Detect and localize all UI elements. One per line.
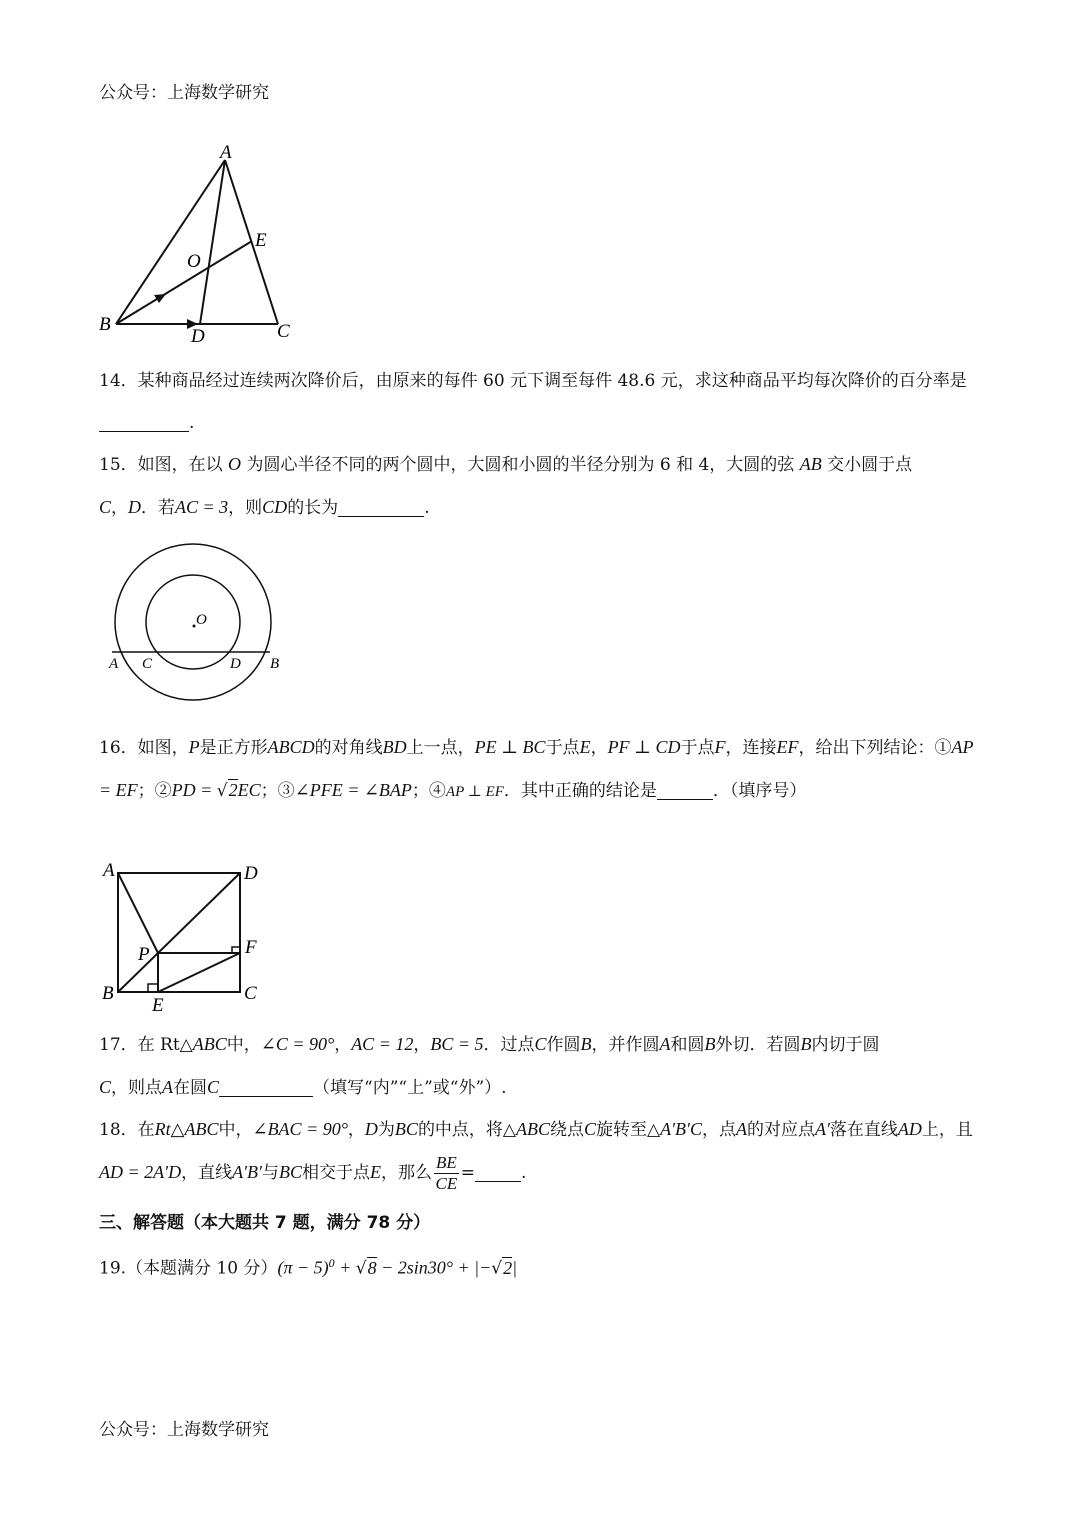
q15-t4: ，则	[228, 498, 263, 518]
q18-c: C	[584, 1119, 597, 1139]
q18-t1: 中，	[218, 1120, 253, 1140]
q15-t3: ．若	[141, 498, 176, 518]
q18-t11: ，直线	[181, 1163, 233, 1183]
q15-c: C	[99, 497, 112, 517]
q16-t7: ，连接	[725, 738, 777, 758]
q17-t4: ．过点	[483, 1035, 535, 1055]
q17-t9: 内切于圆	[811, 1035, 880, 1055]
answer-blank-18	[475, 1162, 521, 1182]
answer-blank-14	[99, 412, 189, 432]
label-B: B	[99, 314, 111, 335]
q15-cond: AC = 3	[175, 497, 229, 517]
q16-pe: PE ⊥ BC	[474, 737, 546, 757]
q17-a: A	[659, 1034, 671, 1054]
q18-bc2: BC	[278, 1162, 302, 1182]
q17-c3: BC = 5	[430, 1034, 484, 1054]
label-E: E	[152, 995, 164, 1016]
q17-c5: C	[207, 1077, 220, 1097]
label-B: B	[270, 656, 280, 672]
label-A: A	[220, 142, 232, 163]
q16-c3: ∠PFE = ∠BAP	[294, 780, 412, 800]
q17-c2: AC = 12	[351, 1034, 414, 1054]
q16-t6: 于点	[680, 738, 715, 758]
q17-t1: 中，	[226, 1035, 261, 1055]
q16-t3: 上一点，	[406, 738, 475, 758]
q16-c2c: EC	[237, 780, 261, 800]
q18-bc: BC	[394, 1119, 418, 1139]
q16-p: P	[188, 737, 200, 757]
label-F: F	[245, 937, 257, 958]
answer-blank-16	[657, 780, 713, 800]
q18-end: .	[521, 1163, 527, 1183]
q16-num: 16．如图，	[99, 738, 189, 758]
q19-e3: − 2sin30° + |−	[376, 1257, 492, 1278]
q16-c4: AP ⊥ EF	[445, 784, 504, 800]
q16-abcd: ABCD	[267, 737, 315, 757]
q16-t9: ；②	[137, 781, 172, 801]
label-C: C	[277, 321, 290, 342]
question-19: 19.（本题满分 10 分）$(\pi - 5)^0 + √8 - 2\sin 30^\circ + |-√2|$	[99, 1256, 518, 1279]
q16-t4: 于点	[545, 738, 580, 758]
label-A: A	[103, 860, 115, 881]
q17-b2: B	[704, 1034, 716, 1054]
q15-sep: ，	[111, 498, 129, 518]
q17-t3: ，	[413, 1035, 431, 1055]
q16-c1: AP = EF	[99, 737, 974, 800]
q15-o: O	[228, 454, 242, 474]
q18-a2: A′	[814, 1119, 830, 1139]
q15-cd: CD	[262, 497, 288, 517]
fraction-be-ce	[434, 1153, 459, 1194]
question-18	[99, 1108, 989, 1194]
q18-t12: 与	[261, 1163, 279, 1183]
q17-t8: 外切．若圆	[715, 1035, 801, 1055]
q15-t2: 交小圆于点	[827, 455, 913, 475]
q17-t7: 和圆	[670, 1035, 705, 1055]
q16-e: E	[579, 737, 591, 757]
q19-s8: 8	[367, 1257, 377, 1278]
q19-s2: 2	[503, 1257, 513, 1278]
q18-t5: 绕点	[550, 1120, 585, 1140]
q14-end: .	[189, 413, 195, 433]
q18-t9: 落在直线	[829, 1120, 898, 1140]
answer-blank-15	[338, 497, 424, 517]
question-16	[99, 726, 989, 813]
q16-t1: 是正方形	[199, 738, 268, 758]
q16-bd: BD	[382, 737, 407, 757]
q18-ab: A′B′	[232, 1162, 262, 1182]
q16-f: F	[714, 737, 726, 757]
q15-d: D	[128, 497, 142, 517]
q18-e: E	[369, 1162, 381, 1182]
q17-c: C	[534, 1034, 547, 1054]
q18-t2: ，	[347, 1120, 365, 1140]
q18-t14: ，那么	[380, 1163, 432, 1183]
q18-c2: AD = 2A′D	[99, 1162, 182, 1182]
q17-abc: ABC	[192, 1034, 227, 1054]
q17-c4: C	[99, 1077, 112, 1097]
page-footer: 公众号：上海数学研究	[99, 1420, 269, 1440]
q17-t5: 作圆	[546, 1035, 581, 1055]
q17-t12: （填写“内”“上”或“外”）.	[313, 1078, 507, 1098]
label-P: P	[138, 944, 150, 965]
label-C: C	[244, 983, 257, 1004]
question-14	[99, 360, 989, 444]
frac-num: BE	[435, 1153, 457, 1172]
triangle-figure	[90, 135, 310, 350]
q17-num: 17．在 Rt△	[99, 1035, 193, 1055]
q19-num: 19.（本题满分 10 分）	[99, 1258, 278, 1279]
question-15	[99, 443, 989, 529]
q18-t6: 旋转至△	[596, 1120, 661, 1140]
label-D: D	[244, 863, 258, 884]
label-B: B	[102, 983, 114, 1004]
q15-num: 15．如图，在以	[99, 455, 223, 475]
circles-figure	[100, 540, 300, 710]
label-O: O	[196, 612, 207, 628]
label-D: D	[230, 656, 241, 672]
q18-t7: ，点	[701, 1120, 736, 1140]
q18-num: 18．在	[99, 1120, 155, 1140]
q19-e1: (π − 5)	[277, 1257, 329, 1278]
q19-e2: +	[334, 1257, 356, 1278]
q16-t5: ，	[590, 738, 608, 758]
q18-c1: ∠BAC = 90°	[252, 1119, 348, 1139]
q17-t10: ，则点	[111, 1078, 163, 1098]
q16-t10: ；③	[260, 781, 295, 801]
label-C: C	[142, 656, 153, 672]
label-O: O	[187, 251, 201, 272]
q17-b3: B	[800, 1034, 812, 1054]
label-A: A	[109, 656, 119, 672]
q16-t13: ．（填序号）	[712, 781, 807, 801]
q18-a: A	[735, 1119, 747, 1139]
q18-t13: 相交于点	[301, 1163, 370, 1183]
q17-t6: ，并作圆	[591, 1035, 660, 1055]
square-figure	[96, 858, 276, 1018]
q17-t11: 在圆	[173, 1078, 208, 1098]
q18-t4: 的中点，将△	[417, 1120, 517, 1140]
label-D: D	[191, 326, 205, 347]
q17-c1: ∠C = 90°	[260, 1034, 335, 1054]
answer-blank-17	[219, 1077, 313, 1097]
frac-den: CE	[435, 1174, 458, 1193]
q16-t8: ，给出下列结论：①	[798, 738, 952, 758]
q18-d: D	[364, 1119, 378, 1139]
q15-t5: 的长为	[287, 498, 339, 518]
q15-t1: 为圆心半径不同的两个圆中，大圆和小圆的半径分别为 6 和 4，大圆的弦	[246, 455, 795, 475]
label-E: E	[255, 230, 267, 251]
q18-eq: =	[460, 1163, 475, 1183]
q18-ad: AD	[897, 1119, 922, 1139]
q17-t2: ，	[334, 1035, 352, 1055]
q16-c2b: 2	[228, 780, 238, 800]
q18-t8: 的对应点	[746, 1120, 815, 1140]
q18-abc2: A′B′C	[660, 1119, 702, 1139]
q19-e4: |	[512, 1257, 518, 1278]
q16-c2s: √	[216, 781, 228, 801]
page-header: 公众号：上海数学研究	[99, 83, 269, 103]
q14-text: 14．某种商品经过连续两次降价后，由原来的每件 60 元下调至每件 48.6 元，求这种商品平均每次降价的百分率是	[99, 371, 967, 391]
q17-b: B	[580, 1034, 592, 1054]
q16-t12: ．其中正确的结论是	[503, 781, 657, 801]
q15-end: .	[424, 498, 430, 518]
q18-t3: 为	[377, 1120, 395, 1140]
q18-t10: 上，且	[921, 1120, 973, 1140]
q16-pf: PF ⊥ CD	[607, 737, 681, 757]
question-17	[99, 1023, 989, 1109]
q16-ef: EF	[776, 737, 799, 757]
q16-t11: ；④	[411, 781, 446, 801]
q19-sup: 0	[328, 1256, 335, 1270]
q17-a2: A	[162, 1077, 174, 1097]
q16-c2a: PD =	[171, 780, 217, 800]
q16-t2: 的对角线	[314, 738, 383, 758]
section-title: 三、解答题（本大题共 7 题，满分 78 分）	[99, 1213, 431, 1233]
q18-abc: ABC	[516, 1119, 551, 1139]
q18-rt: Rt△ABC	[154, 1119, 219, 1139]
q15-ab: AB	[799, 454, 822, 474]
